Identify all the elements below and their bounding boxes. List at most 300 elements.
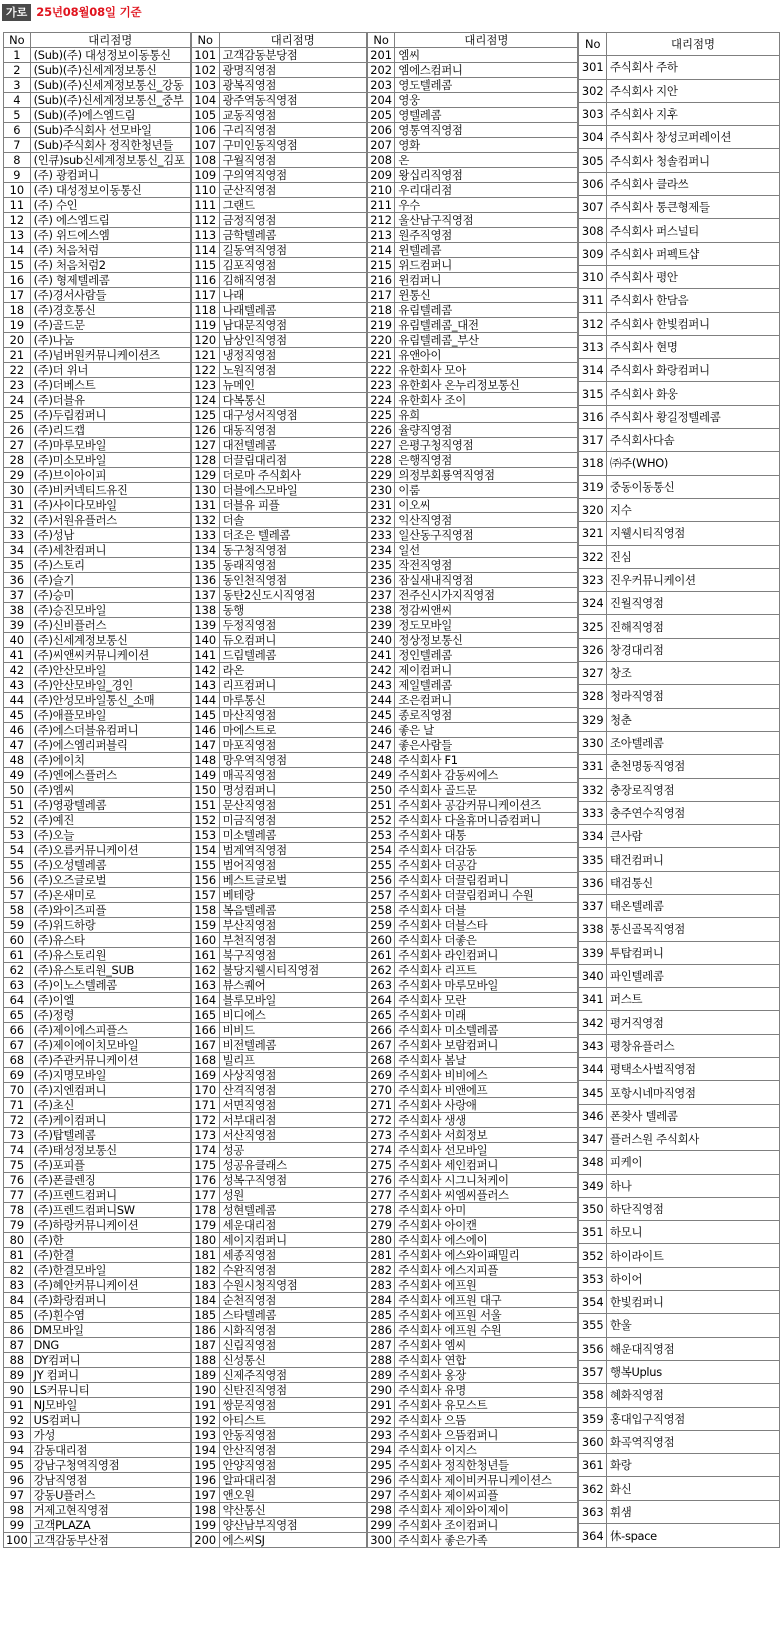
table-row [579, 964, 780, 987]
table-row [367, 303, 577, 318]
table-row [367, 873, 577, 888]
table-row [367, 498, 577, 513]
row-number: 306 [579, 172, 607, 195]
dealer-name: (주)골드문 [30, 318, 190, 333]
row-number: 26 [4, 423, 31, 438]
dealer-name: (주)오성텔레콤 [30, 858, 190, 873]
table-row [4, 1428, 191, 1443]
dealer-name: 주식회사 봄날 [395, 1053, 578, 1068]
row-number: 283 [367, 1278, 394, 1293]
row-number: 171 [191, 1098, 219, 1113]
dealer-name: (주)케이컴퍼니 [30, 1113, 190, 1128]
table-row [579, 102, 780, 125]
row-number: 273 [367, 1128, 394, 1143]
row-number: 187 [191, 1338, 219, 1353]
dealer-name: 주식회사 평안 [607, 265, 780, 288]
row-number: 58 [4, 903, 31, 918]
dealer-name: 포항시네마직영점 [607, 1081, 780, 1104]
table-row [367, 153, 577, 168]
row-number: 292 [367, 1413, 394, 1428]
row-number: 302 [579, 79, 607, 102]
row-number: 207 [367, 138, 394, 153]
row-number: 360 [579, 1430, 607, 1453]
row-number: 354 [579, 1291, 607, 1314]
dealer-name: 주식회사 에프원 대구 [395, 1293, 578, 1308]
table-row [191, 468, 366, 483]
table-row [367, 348, 577, 363]
dealer-name: (주)에이치 [30, 753, 190, 768]
table-row [191, 1083, 366, 1098]
row-number: 57 [4, 888, 31, 903]
dealer-name: 신제주직영점 [219, 1368, 366, 1383]
column-header-name: 대리점명 [395, 33, 578, 48]
row-number: 55 [4, 858, 31, 873]
table-row [191, 483, 366, 498]
row-number: 319 [579, 475, 607, 498]
table-row [4, 288, 191, 303]
row-number: 301 [579, 56, 607, 79]
dealer-name: 수원시청직영점 [219, 1278, 366, 1293]
dealer-name: 주식회사 에스에이 [395, 1233, 578, 1248]
table-row [4, 768, 191, 783]
row-number: 318 [579, 452, 607, 475]
table-row [367, 843, 577, 858]
row-number: 163 [191, 978, 219, 993]
row-number: 348 [579, 1151, 607, 1174]
row-number: 174 [191, 1143, 219, 1158]
table-row [191, 243, 366, 258]
row-number: 135 [191, 558, 219, 573]
table-row [4, 828, 191, 843]
table-row [579, 592, 780, 615]
dealer-name: 주식회사 마루모바일 [395, 978, 578, 993]
table-row [4, 1173, 191, 1188]
row-number: 182 [191, 1263, 219, 1278]
dealer-name: 비전텔레콤 [219, 1038, 366, 1053]
row-number: 257 [367, 888, 394, 903]
row-number: 290 [367, 1383, 394, 1398]
dealer-name: (인큐)sub신세계정보통신_김포 [30, 153, 190, 168]
dealer-name: 정상정보통신 [395, 633, 578, 648]
dealer-name: 강남직영점 [30, 1473, 190, 1488]
column-header-no: No [367, 33, 394, 48]
table-row [191, 843, 366, 858]
row-number: 192 [191, 1413, 219, 1428]
table-row [191, 1428, 366, 1443]
dealer-name: 주식회사 으뜸 [395, 1413, 578, 1428]
row-number: 274 [367, 1143, 394, 1158]
dealer-name: (주)서원유플러스 [30, 513, 190, 528]
row-number: 20 [4, 333, 31, 348]
row-number: 132 [191, 513, 219, 528]
table-row [191, 543, 366, 558]
dealer-name: (주)경호통신 [30, 303, 190, 318]
dealer-name: 안산직영점 [219, 1443, 366, 1458]
table-row [367, 378, 577, 393]
table-row [579, 196, 780, 219]
row-number: 229 [367, 468, 394, 483]
row-number: 116 [191, 273, 219, 288]
row-number: 140 [191, 633, 219, 648]
dealer-name: 일선 [395, 543, 578, 558]
table-row [191, 123, 366, 138]
table-row [191, 1263, 366, 1278]
row-number: 128 [191, 453, 219, 468]
table-row [191, 1218, 366, 1233]
dealer-name: 유앤아이 [395, 348, 578, 363]
row-number: 279 [367, 1218, 394, 1233]
row-number: 316 [579, 405, 607, 428]
dealer-name: (주)마루모바일 [30, 438, 190, 453]
row-number: 88 [4, 1353, 31, 1368]
row-number: 25 [4, 408, 31, 423]
table-row [4, 1083, 191, 1098]
row-number: 157 [191, 888, 219, 903]
dealer-name: 투탑컴퍼니 [607, 941, 780, 964]
dealer-name: 충장로직영점 [607, 778, 780, 801]
dealer-name: (Sub)(주)에스엠드림 [30, 108, 190, 123]
table-row [191, 348, 366, 363]
row-number: 142 [191, 663, 219, 678]
dealer-name: 윈텔레콤 [395, 243, 578, 258]
dealer-name: 위드컴퍼니 [395, 258, 578, 273]
dealer-name: 거제고현직영점 [30, 1503, 190, 1518]
table-row [367, 858, 577, 873]
row-number: 31 [4, 498, 31, 513]
dealer-name: 영화 [395, 138, 578, 153]
table-row [4, 1053, 191, 1068]
table-row [191, 573, 366, 588]
row-number: 61 [4, 948, 31, 963]
dealer-name: 주식회사 한빛컴퍼니 [607, 312, 780, 335]
row-number: 326 [579, 638, 607, 661]
dealer-table-3 [367, 32, 578, 1548]
row-number: 204 [367, 93, 394, 108]
row-number: 334 [579, 825, 607, 848]
row-number: 225 [367, 408, 394, 423]
row-number: 198 [191, 1503, 219, 1518]
row-number: 89 [4, 1368, 31, 1383]
row-number: 17 [4, 288, 31, 303]
dealer-name: 대구성서직영점 [219, 408, 366, 423]
row-number: 122 [191, 363, 219, 378]
dealer-name: 엠씨 [395, 48, 578, 63]
row-number: 329 [579, 708, 607, 731]
dealer-name: (주)브이아이피 [30, 468, 190, 483]
row-number: 72 [4, 1113, 31, 1128]
table-row [191, 903, 366, 918]
dealer-name: 주식회사 에프원 [395, 1278, 578, 1293]
dealer-name: 유림텔레콤_대전 [395, 318, 578, 333]
table-row [191, 633, 366, 648]
table-row [367, 768, 577, 783]
dealer-name: 신성통신 [219, 1353, 366, 1368]
row-number: 21 [4, 348, 31, 363]
dealer-name: (주)더블유 [30, 393, 190, 408]
table-row [191, 1173, 366, 1188]
table-row [191, 318, 366, 333]
table-row [579, 126, 780, 149]
table-row [367, 1473, 577, 1488]
row-number: 104 [191, 93, 219, 108]
row-number: 126 [191, 423, 219, 438]
dealer-name: 주식회사 공감커뮤니케이션즈 [395, 798, 578, 813]
table-row [4, 1233, 191, 1248]
row-number: 331 [579, 755, 607, 778]
dealer-name: 평택소사벌직영점 [607, 1058, 780, 1081]
row-number: 100 [4, 1533, 31, 1548]
row-number: 86 [4, 1323, 31, 1338]
dealer-name: 화곡역직영점 [607, 1430, 780, 1453]
dealer-name: 주식회사다솜 [607, 429, 780, 452]
row-number: 158 [191, 903, 219, 918]
header-row [4, 33, 191, 48]
row-number: 79 [4, 1218, 31, 1233]
dealer-name: 조은컴퍼니 [395, 693, 578, 708]
row-number: 141 [191, 648, 219, 663]
table-row [367, 168, 577, 183]
dealer-name: (주)지명모바일 [30, 1068, 190, 1083]
dealer-name: 드림텔레콤 [219, 648, 366, 663]
table-row [4, 693, 191, 708]
table-row [191, 1053, 366, 1068]
dealer-name: 충주연수직영점 [607, 801, 780, 824]
dealer-name: 나래 [219, 288, 366, 303]
table-row [191, 378, 366, 393]
row-number: 41 [4, 648, 31, 663]
table-row [4, 258, 191, 273]
table-row [367, 618, 577, 633]
dealer-name: (Sub)(주)신세계정보통신_중부 [30, 93, 190, 108]
table-row [4, 1353, 191, 1368]
table-row [191, 153, 366, 168]
row-number: 232 [367, 513, 394, 528]
row-number: 276 [367, 1173, 394, 1188]
table-row [579, 1174, 780, 1197]
row-number: 91 [4, 1398, 31, 1413]
dealer-name: 온 [395, 153, 578, 168]
table-row [191, 708, 366, 723]
table-row [191, 1248, 366, 1263]
dealer-name: 창경대리점 [607, 638, 780, 661]
dealer-name: 주식회사 더감동 [395, 843, 578, 858]
table-row [579, 708, 780, 731]
dealer-name: (주)한 [30, 1233, 190, 1248]
reference-date: 25년08월08일 기준 [36, 5, 142, 19]
table-row [367, 573, 577, 588]
row-number: 255 [367, 858, 394, 873]
row-number: 28 [4, 453, 31, 468]
row-number: 148 [191, 753, 219, 768]
table-row [4, 348, 191, 363]
dealer-name: 주식회사 리프트 [395, 963, 578, 978]
dealer-name: 북구직영점 [219, 948, 366, 963]
table-row [579, 429, 780, 452]
dealer-name: 다복통신 [219, 393, 366, 408]
dealer-name: DM모바일 [30, 1323, 190, 1338]
dealer-name: 화신 [607, 1477, 780, 1500]
dealer-name: 구미인동직영점 [219, 138, 366, 153]
dealer-name: 순천직영점 [219, 1293, 366, 1308]
row-number: 121 [191, 348, 219, 363]
table-row [191, 1458, 366, 1473]
dealer-name: 성원 [219, 1188, 366, 1203]
row-number: 80 [4, 1233, 31, 1248]
row-number: 50 [4, 783, 31, 798]
row-number: 7 [4, 138, 31, 153]
table-row [579, 1197, 780, 1220]
dealer-name: 주식회사 제이비커뮤니케이션스 [395, 1473, 578, 1488]
row-number: 109 [191, 168, 219, 183]
table-row [579, 1104, 780, 1127]
table-row [367, 453, 577, 468]
table-row [579, 1430, 780, 1453]
table-row [4, 408, 191, 423]
table-row [367, 1008, 577, 1023]
table-row [191, 1533, 366, 1548]
dealer-name: 혜화직영점 [607, 1384, 780, 1407]
row-number: 169 [191, 1068, 219, 1083]
dealer-name: 베테랑 [219, 888, 366, 903]
row-number: 311 [579, 289, 607, 312]
row-number: 35 [4, 558, 31, 573]
row-number: 84 [4, 1293, 31, 1308]
dealer-name: 통신골목직영점 [607, 918, 780, 941]
dealer-name: (주) 대성정보이동통신 [30, 183, 190, 198]
table-row [4, 1473, 191, 1488]
dealer-name: 해운대직영점 [607, 1337, 780, 1360]
table-row [4, 213, 191, 228]
row-number: 167 [191, 1038, 219, 1053]
dealer-name: 나래텔레콤 [219, 303, 366, 318]
table-row [367, 1023, 577, 1038]
table-row [4, 1458, 191, 1473]
row-number: 353 [579, 1267, 607, 1290]
column-header-no: No [191, 33, 219, 48]
row-number: 214 [367, 243, 394, 258]
row-number: 118 [191, 303, 219, 318]
dealer-name: 지웰시티직영점 [607, 522, 780, 545]
table-row [579, 242, 780, 265]
dealer-name: 동구청직영점 [219, 543, 366, 558]
dealer-name: 빌리프 [219, 1053, 366, 1068]
dealer-name: 한울 [607, 1314, 780, 1337]
table-row [4, 1023, 191, 1038]
dealer-name: DY컴퍼니 [30, 1353, 190, 1368]
dealer-name: 주식회사 좋은가족 [395, 1533, 578, 1548]
table-row [191, 498, 366, 513]
table-row [367, 1353, 577, 1368]
row-number: 305 [579, 149, 607, 172]
dealer-name: 약산통신 [219, 1503, 366, 1518]
dealer-name: 세종직영점 [219, 1248, 366, 1263]
table-row [191, 1203, 366, 1218]
row-number: 248 [367, 753, 394, 768]
dealer-name: 하이어 [607, 1267, 780, 1290]
dealer-name: 주식회사 더공감 [395, 858, 578, 873]
table-row [191, 963, 366, 978]
row-number: 68 [4, 1053, 31, 1068]
dealer-name: (주)사이다모바일 [30, 498, 190, 513]
table-row [367, 978, 577, 993]
row-number: 60 [4, 933, 31, 948]
row-number: 227 [367, 438, 394, 453]
dealer-name: 休-space [607, 1524, 780, 1548]
table-row [4, 1278, 191, 1293]
row-number: 327 [579, 662, 607, 685]
dealer-name: (Sub)(주) 대성정보이동통신 [30, 48, 190, 63]
dealer-name: 울산남구직영점 [395, 213, 578, 228]
row-number: 150 [191, 783, 219, 798]
dealer-name: (주)경서사람들 [30, 288, 190, 303]
row-number: 240 [367, 633, 394, 648]
table-row [579, 1360, 780, 1383]
dealer-name: (주)와이즈피플 [30, 903, 190, 918]
row-number: 9 [4, 168, 31, 183]
table-row [579, 1034, 780, 1057]
dealer-name: 유한회사 모아 [395, 363, 578, 378]
dealer-name: 뉴메인 [219, 378, 366, 393]
row-number: 123 [191, 378, 219, 393]
table-row [4, 948, 191, 963]
table-row [191, 63, 366, 78]
dealer-name: 태검통신 [607, 871, 780, 894]
dealer-name: 주식회사 주하 [607, 56, 780, 79]
row-number: 249 [367, 768, 394, 783]
row-number: 47 [4, 738, 31, 753]
row-number: 339 [579, 941, 607, 964]
table-row [191, 828, 366, 843]
table-row [191, 1443, 366, 1458]
dealer-name: JY 컴퍼니 [30, 1368, 190, 1383]
table-row [191, 453, 366, 468]
dealer-name: (Sub)주식회사 정직한청년들 [30, 138, 190, 153]
table-row [367, 123, 577, 138]
table-row [367, 108, 577, 123]
dealer-name: 강남구청역직영점 [30, 1458, 190, 1473]
dealer-name: (주)더 위너 [30, 363, 190, 378]
row-number: 46 [4, 723, 31, 738]
dealer-name: (주)한결모바일 [30, 1263, 190, 1278]
row-number: 330 [579, 731, 607, 754]
dealer-name: (주)위드하랑 [30, 918, 190, 933]
row-number: 325 [579, 615, 607, 638]
row-number: 66 [4, 1023, 31, 1038]
table-row [4, 1008, 191, 1023]
table-row [191, 1278, 366, 1293]
row-number: 85 [4, 1308, 31, 1323]
dealer-name: 주식회사 으뜸컴퍼니 [395, 1428, 578, 1443]
row-number: 199 [191, 1518, 219, 1533]
row-number: 13 [4, 228, 31, 243]
table-row [4, 1098, 191, 1113]
table-row [191, 363, 366, 378]
dealer-name: 조아텔레콤 [607, 731, 780, 754]
row-number: 295 [367, 1458, 394, 1473]
row-number: 289 [367, 1368, 394, 1383]
table-row [579, 172, 780, 195]
table-row [367, 1533, 577, 1548]
dealer-name: 주식회사 유모스트 [395, 1398, 578, 1413]
table-row [4, 1068, 191, 1083]
table-row [367, 363, 577, 378]
table-row [367, 738, 577, 753]
table-row [191, 858, 366, 873]
row-number: 206 [367, 123, 394, 138]
table-row [579, 1151, 780, 1174]
dealer-name: 주식회사 정직한청년들 [395, 1458, 578, 1473]
table-row [579, 941, 780, 964]
